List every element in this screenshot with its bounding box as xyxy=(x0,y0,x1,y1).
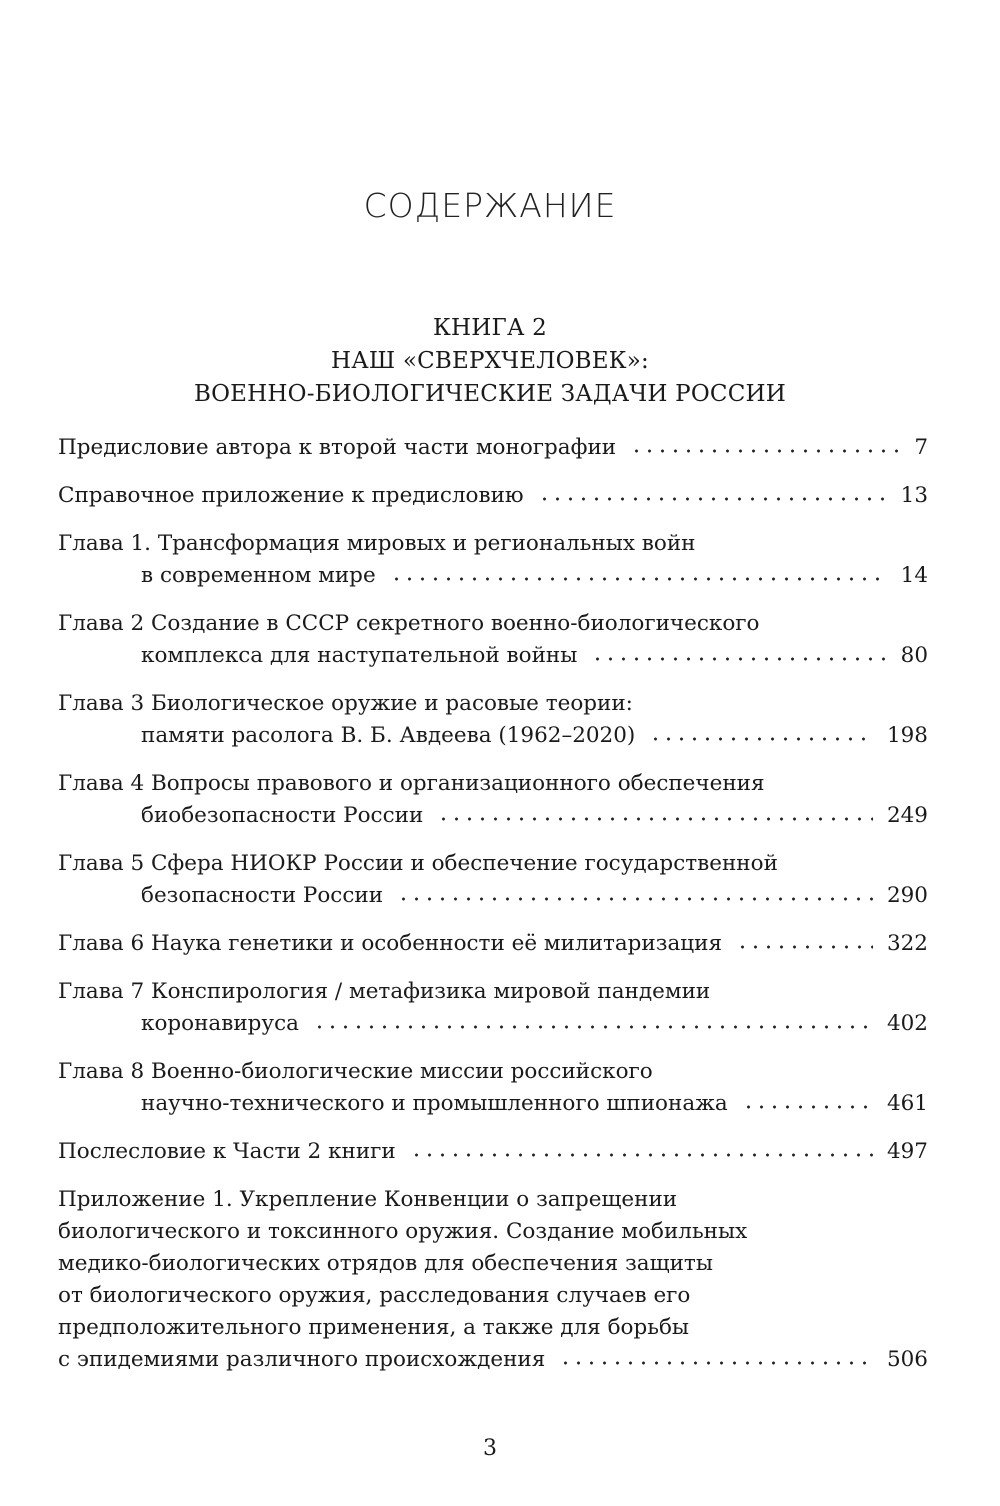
toc-entry-chapter-6[interactable] xyxy=(58,928,928,960)
dot-leader xyxy=(736,944,873,950)
book-heading xyxy=(0,312,980,411)
toc-page-number: 506 xyxy=(886,1347,928,1372)
toc-entry-title: Приложение 1. Укрепление Конвенции о запрещении xyxy=(58,1187,678,1212)
toc-page-number: 497 xyxy=(886,1139,928,1164)
toc-page-number: 249 xyxy=(886,803,928,828)
toc-page-number: 80 xyxy=(900,643,928,668)
book-title: НАШ «СВЕРХЧЕЛОВЕК»: xyxy=(331,348,649,374)
toc-entry-title: Глава 3 Биологическое оружие и расовые теории: xyxy=(58,691,633,716)
toc-entry-title: Глава 1. Трансформация мировых и региональных войн xyxy=(58,531,696,556)
dot-leader xyxy=(591,656,886,662)
toc-entry-title-cont: с эпидемиями различного происхождения xyxy=(58,1347,546,1372)
dot-leader xyxy=(313,1024,873,1030)
toc-entry-chapter-3[interactable] xyxy=(58,688,928,752)
toc-entry-chapter-2[interactable] xyxy=(58,608,928,672)
toc-entry-title: Предисловие автора к второй части монографии xyxy=(58,435,617,460)
dot-leader xyxy=(390,576,887,582)
dot-leader xyxy=(649,736,873,742)
toc-entry-title-cont: коронавируса xyxy=(141,1011,299,1036)
toc-entry-appendix-1[interactable] xyxy=(58,1184,928,1376)
toc-entry-afterword[interactable] xyxy=(58,1136,928,1168)
toc-entry-preface[interactable] xyxy=(58,432,928,464)
toc-entry-title: Глава 8 Военно-биологические миссии российского xyxy=(58,1059,653,1084)
book-subtitle: ВОЕННО-БИОЛОГИЧЕСКИЕ ЗАДАЧИ РОССИИ xyxy=(193,381,787,407)
table-of-contents xyxy=(58,432,928,1392)
toc-entry-chapter-5[interactable] xyxy=(58,848,928,912)
toc-entry-title-cont: предположительного применения, а также для борьбы xyxy=(58,1315,689,1340)
toc-entry-chapter-8[interactable] xyxy=(58,1056,928,1120)
dot-leader xyxy=(742,1104,873,1110)
toc-entry-title-cont: биологического и токсинного оружия. Создание мобильных xyxy=(58,1219,748,1244)
toc-entry-title-cont: медико-биологических отрядов для обеспечения защиты xyxy=(58,1251,713,1276)
toc-page-number: 461 xyxy=(886,1091,928,1116)
toc-entry-chapter-4[interactable] xyxy=(58,768,928,832)
toc-entry-title: Послесловие к Части 2 книги xyxy=(58,1139,396,1164)
toc-entry-title-cont: памяти расолога В. Б. Авдеева (1962–2020) xyxy=(141,723,636,748)
toc-page-number: 7 xyxy=(914,435,928,460)
toc-page-number: 290 xyxy=(886,883,928,908)
toc-entry-title-cont: научно-технического и промышленного шпионажа xyxy=(141,1091,728,1116)
toc-page-number: 13 xyxy=(900,483,928,508)
toc-entry-reference-appendix[interactable] xyxy=(58,480,928,512)
toc-entry-chapter-1[interactable] xyxy=(58,528,928,592)
toc-entry-title-cont: безопасности России xyxy=(141,883,384,908)
toc-page-number: 198 xyxy=(886,723,928,748)
page-number: 3 xyxy=(483,1436,497,1461)
toc-page-number: 14 xyxy=(900,563,928,588)
dot-leader xyxy=(559,1360,873,1366)
toc-page-number: 402 xyxy=(886,1011,928,1036)
toc-entry-title-cont: комплекса для наступательной войны xyxy=(141,643,578,668)
toc-entry-title: Глава 7 Конспирология / метафизика мировой пандемии xyxy=(58,979,711,1004)
toc-entry-title: Справочное приложение к предисловию xyxy=(58,483,524,508)
dot-leader xyxy=(410,1152,873,1158)
page-title: СОДЕРЖАНИЕ xyxy=(363,186,617,225)
toc-entry-title: Глава 2 Создание в СССР секретного военно-биологического xyxy=(58,611,760,636)
book-number: КНИГА 2 xyxy=(433,315,547,341)
toc-entry-title: Глава 5 Сфера НИОКР России и обеспечение государственной xyxy=(58,851,778,876)
toc-entry-title-cont: в современном мире xyxy=(141,563,376,588)
toc-entry-title: Глава 4 Вопросы правового и организационного обеспечения xyxy=(58,771,765,796)
toc-page-number: 322 xyxy=(886,931,928,956)
dot-leader xyxy=(538,496,887,502)
toc-entry-title: Глава 6 Наука генетики и особенности её милитаризация xyxy=(58,931,723,956)
dot-leader xyxy=(397,896,873,902)
toc-entry-chapter-7[interactable] xyxy=(58,976,928,1040)
toc-entry-title-cont: биобезопасности России xyxy=(141,803,424,828)
dot-leader xyxy=(630,448,900,454)
dot-leader xyxy=(437,816,873,822)
toc-entry-title-cont: от биологического оружия, расследования случаев его xyxy=(58,1283,691,1308)
